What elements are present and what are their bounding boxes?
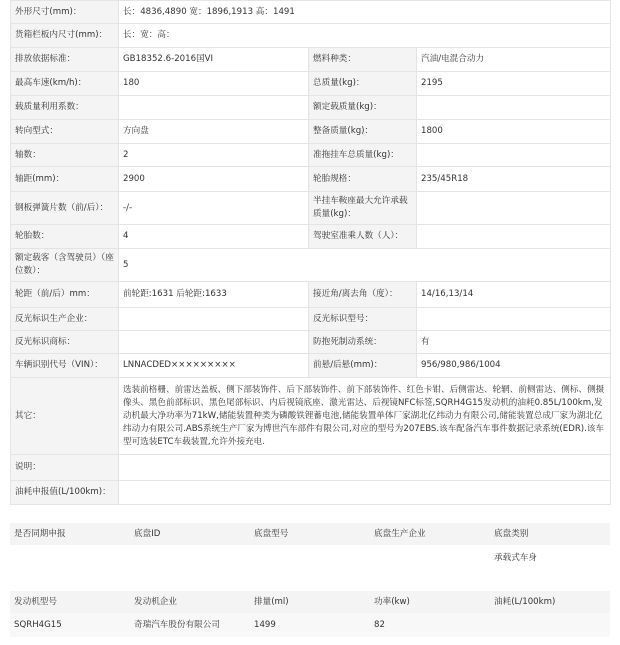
spec-row: [11, 120, 611, 144]
engine-header-cell: 排量(ml): [250, 591, 370, 613]
spec-row: [11, 96, 611, 120]
cargo-label: 货箱栏板内尺寸(mm)：: [11, 24, 119, 48]
abs-value: 有: [417, 331, 611, 354]
speed-label: 最高车速(km/h)：: [11, 72, 119, 96]
spec-row: [11, 481, 611, 505]
note-value: [119, 455, 611, 481]
chassis-header-cell: 底盘ID: [130, 523, 250, 545]
spec-row: [11, 48, 611, 72]
spec-row: [11, 378, 611, 455]
reflect-brand-label: 反光标识商标：: [11, 331, 119, 354]
reflect-maker-label: 反光标识生产企业：: [11, 308, 119, 331]
chassis-section: [10, 523, 610, 572]
spec-row: [11, 24, 611, 48]
engine-header-cell: 发动机企业: [130, 591, 250, 613]
curb-mass-label: 整备质量(kg)：: [309, 120, 417, 144]
chassis-cell: [10, 545, 130, 572]
seats-value: 5: [119, 249, 611, 282]
vehicle-spec-sheet: [10, 0, 610, 505]
chassis-table: [10, 523, 610, 572]
steering-label: 转向型式：: [11, 120, 119, 144]
load-util-label: 载质量利用系数：: [11, 96, 119, 120]
chassis-cell: [250, 545, 370, 572]
overhang-label: 前悬/后悬(mm)：: [309, 354, 417, 378]
spec-row: [11, 225, 611, 249]
gross-mass-value: 2195: [417, 72, 611, 96]
engine-section: [10, 591, 610, 637]
saddle-label: 半挂车鞍座最大允许承载质量(kg)：: [309, 192, 417, 225]
abs-label: 防抱死制动系统：: [309, 331, 417, 354]
other-label: 其它：: [11, 378, 119, 455]
engine-cell: [490, 613, 610, 637]
engine-header-cell: 油耗(L/100km): [490, 591, 610, 613]
chassis-header-cell: 底盘型号: [250, 523, 370, 545]
fuel-cons-value: [119, 481, 611, 505]
spec-row: [11, 308, 611, 331]
wheelbase-label: 轴距(mm)：: [11, 167, 119, 192]
spec-row: [11, 455, 611, 481]
load-util-value: [119, 96, 309, 120]
track-value: 前轮距:1631 后轮距:1633: [119, 282, 309, 308]
chassis-cell: [370, 545, 490, 572]
chassis-cell: 承载式车身: [490, 545, 610, 572]
track-label: 轮距（前/后）mm：: [11, 282, 119, 308]
spec-row: [11, 192, 611, 225]
spec-row: [11, 282, 611, 308]
engine-cell: 82: [370, 613, 490, 637]
other-value: 选装前格栅、前雷达盖板、侧下部装饰件、后下部装饰件、前下部装饰件、红色卡钳、后侧雷达、轮辋、前侧雷达、侧标、侧摄像头、黑色前部标识、黑色尾部标识、内后视镜底座、激光雷达、后视镜NFC标签,SQRH4G15发动机的油耗0.85L/100km,发动机最大净功率为71kW,储能装置种类为磷酸铁锂蓄电池,储能装置单体厂家湖北亿纬动力有限公司,储能装置总成厂家为湖北亿纬动力有限公司.ABS系统生产厂家为博世汽车部件有限公司,对应的型号为207EBS.该车配备汽车事件数据记录系统(EDR).该车型可选装ETC车载装置,允许外接充电.: [119, 378, 611, 455]
engine-data-row: [10, 613, 610, 637]
dims-label: 外形尺寸(mm)：: [11, 1, 119, 24]
engine-header-row: [10, 591, 610, 613]
spec-row: [11, 1, 611, 24]
spec-row: [11, 167, 611, 192]
tires-label: 轮胎数：: [11, 225, 119, 249]
seats-label: 额定载客（含驾驶员）（座位数）：: [11, 249, 119, 282]
reflect-model-label: 反光标识型号：: [309, 308, 417, 331]
saddle-value: [417, 192, 611, 225]
fuel-type-value: 汽油/电混合动力: [417, 48, 611, 72]
overhang-value: 956/980,986/1004: [417, 354, 611, 378]
steering-value: 方向盘: [119, 120, 309, 144]
engine-header-cell: 发动机型号: [10, 591, 130, 613]
speed-value: 180: [119, 72, 309, 96]
trailer-mass-value: [417, 144, 611, 167]
axles-value: 2: [119, 144, 309, 167]
vin-value: LNNACDED×××××××××: [119, 354, 309, 378]
cab-seats-value: [417, 225, 611, 249]
emission-label: 排放依据标准：: [11, 48, 119, 72]
chassis-data-row: [10, 545, 610, 572]
axles-label: 轴数：: [11, 144, 119, 167]
trailer-mass-label: 准拖挂车总质量(kg)：: [309, 144, 417, 167]
tires-value: 4: [119, 225, 309, 249]
spec-row: [11, 354, 611, 378]
spec-table: [10, 0, 611, 505]
gross-mass-label: 总质量(kg)：: [309, 72, 417, 96]
emission-value: GB18352.6-2016国VI: [119, 48, 309, 72]
reflect-maker-value: [119, 308, 309, 331]
spec-row: [11, 144, 611, 167]
spring-label: 钢板弹簧片数（前/后）：: [11, 192, 119, 225]
note-label: 说明：: [11, 455, 119, 481]
spec-row: [11, 72, 611, 96]
engine-cell: 1499: [250, 613, 370, 637]
vin-label: 车辆识别代号（VIN）：: [11, 354, 119, 378]
chassis-header-cell: 底盘类别: [490, 523, 610, 545]
rated-load-label: 额定载质量(kg)：: [309, 96, 417, 120]
chassis-header-cell: 底盘生产企业: [370, 523, 490, 545]
fuel-type-label: 燃料种类：: [309, 48, 417, 72]
chassis-header-row: [10, 523, 610, 545]
curb-mass-value: 1800: [417, 120, 611, 144]
spec-row: [11, 249, 611, 282]
tire-spec-label: 轮胎规格：: [309, 167, 417, 192]
wheelbase-value: 2900: [119, 167, 309, 192]
rated-load-value: [417, 96, 611, 120]
cargo-value: 长：宽：高：: [119, 24, 611, 48]
spec-row: [11, 331, 611, 354]
chassis-header-cell: 是否同期申报: [10, 523, 130, 545]
spring-value: -/-: [119, 192, 309, 225]
fuel-cons-label: 油耗申报值(L/100km)：: [11, 481, 119, 505]
engine-cell: SQRH4G15: [10, 613, 130, 637]
chassis-cell: [130, 545, 250, 572]
cab-seats-label: 驾驶室准乘人数（人）：: [309, 225, 417, 249]
reflect-model-value: [417, 308, 611, 331]
angle-value: 14/16,13/14: [417, 282, 611, 308]
engine-cell: 奇瑞汽车股份有限公司: [130, 613, 250, 637]
angle-label: 接近角/离去角（度）：: [309, 282, 417, 308]
dims-value: 长：4836,4890 宽：1896,1913 高：1491: [119, 1, 611, 24]
engine-table: [10, 591, 610, 637]
tire-spec-value: 235/45R18: [417, 167, 611, 192]
reflect-brand-value: [119, 331, 309, 354]
engine-header-cell: 功率(kw): [370, 591, 490, 613]
